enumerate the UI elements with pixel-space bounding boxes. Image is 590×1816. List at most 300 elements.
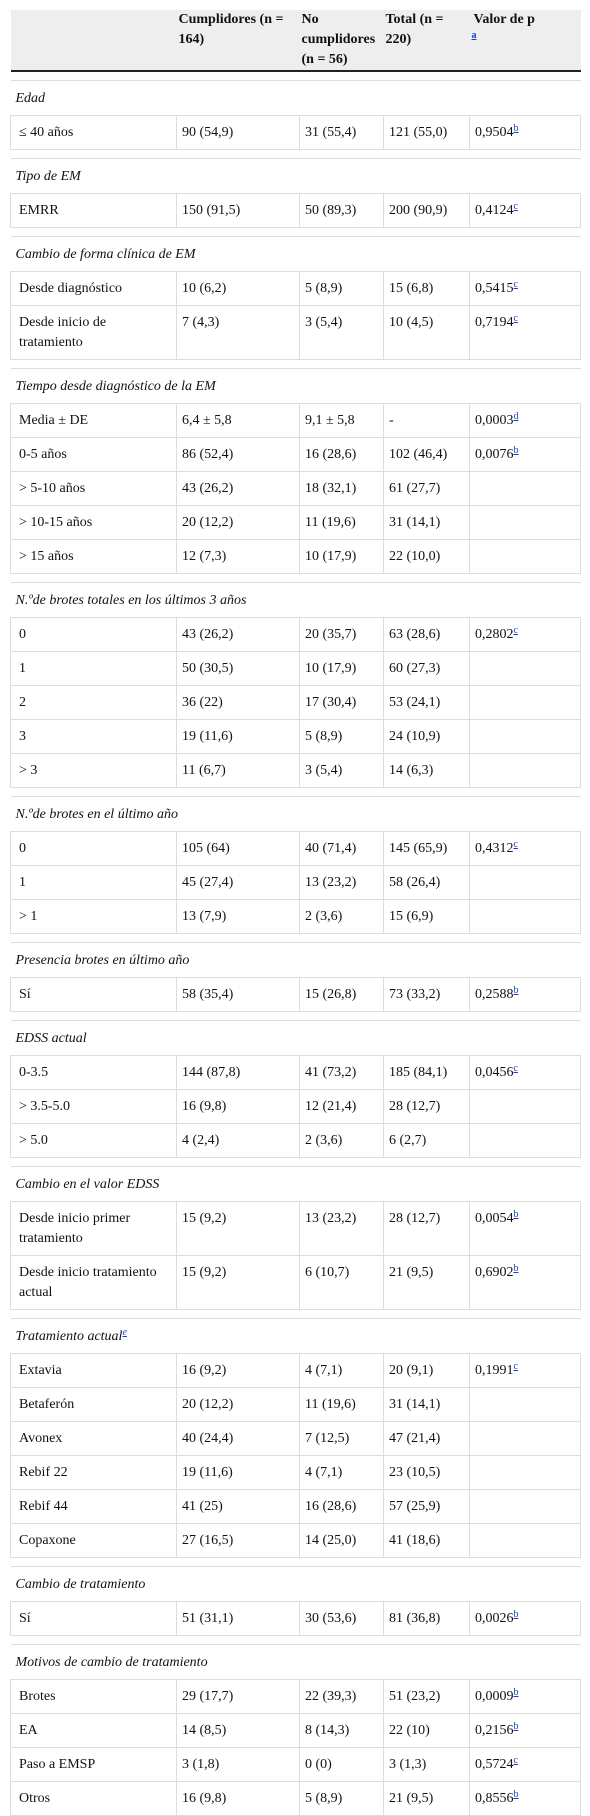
table-row	[11, 116, 581, 150]
table-row	[11, 832, 581, 866]
table-row	[11, 438, 581, 472]
cell-cumplidores: 86 (52,4)	[177, 438, 300, 472]
section-header-row	[11, 81, 581, 116]
footnote-link[interactable]: c	[513, 1361, 518, 1372]
cell-no-cumplidores: 17 (30,4)	[300, 686, 384, 720]
cell-cumplidores: 45 (27,4)	[177, 866, 300, 900]
cell-no-cumplidores: 20 (35,7)	[300, 618, 384, 652]
cell-no-cumplidores: 15 (26,8)	[300, 978, 384, 1012]
table-row	[11, 1748, 581, 1782]
cell-no-cumplidores: 13 (23,2)	[300, 866, 384, 900]
cell-total: 20 (9,1)	[384, 1354, 470, 1388]
cell-total: -	[384, 404, 470, 438]
cell-p-value	[470, 272, 581, 306]
table-row	[11, 272, 581, 306]
spacer-cell	[11, 1636, 581, 1645]
footnote-link[interactable]: b	[513, 1263, 519, 1274]
cell-total: 3 (1,3)	[384, 1748, 470, 1782]
cell-total: 200 (90,9)	[384, 194, 470, 228]
cell-p-value	[470, 720, 581, 754]
section-title	[11, 1645, 581, 1680]
row-label: > 3	[11, 754, 177, 788]
cell-no-cumplidores: 7 (12,5)	[300, 1422, 384, 1456]
header-total: Total (n = 220)	[384, 10, 470, 71]
cell-cumplidores: 40 (24,4)	[177, 1422, 300, 1456]
cell-cumplidores: 6,4 ± 5,8	[177, 404, 300, 438]
header-cumplidores: Cumplidores (n = 164)	[177, 10, 300, 71]
cell-p-value	[470, 1056, 581, 1090]
row-label: 1	[11, 866, 177, 900]
section-title	[11, 583, 581, 618]
footnote-link[interactable]: c	[513, 839, 518, 850]
footnote-link[interactable]: b	[513, 123, 519, 134]
cell-no-cumplidores: 10 (17,9)	[300, 652, 384, 686]
cell-no-cumplidores: 12 (21,4)	[300, 1090, 384, 1124]
row-label: 1	[11, 652, 177, 686]
cell-p-value	[470, 438, 581, 472]
cell-no-cumplidores: 5 (8,9)	[300, 272, 384, 306]
row-label: 0-5 años	[11, 438, 177, 472]
section-header-row	[11, 369, 581, 404]
cell-cumplidores: 36 (22)	[177, 686, 300, 720]
section-header-row	[11, 943, 581, 978]
section-spacer	[11, 1012, 581, 1021]
cell-p-value	[470, 540, 581, 574]
cell-total: 121 (55,0)	[384, 116, 470, 150]
p-value-text: 0,1991	[475, 1363, 514, 1378]
section-title-text: Tratamiento actual	[15, 1329, 123, 1344]
cell-no-cumplidores: 18 (32,1)	[300, 472, 384, 506]
section-title	[11, 943, 581, 978]
section-title-text: Cambio en el valor EDSS	[15, 1177, 160, 1192]
footnote-link[interactable]: b	[513, 1209, 519, 1220]
cell-cumplidores: 51 (31,1)	[177, 1602, 300, 1636]
cell-cumplidores: 7 (4,3)	[177, 306, 300, 360]
section-title	[11, 797, 581, 832]
p-value-text: 0,5724	[475, 1757, 514, 1772]
cell-total: 58 (26,4)	[384, 866, 470, 900]
section-header-row	[11, 1567, 581, 1602]
section-title	[11, 1319, 581, 1354]
section-title-text: Cambio de forma clínica de EM	[15, 247, 196, 262]
cell-p-value	[470, 1354, 581, 1388]
table-row	[11, 1524, 581, 1558]
row-label: 3	[11, 720, 177, 754]
table-row	[11, 1422, 581, 1456]
table-row	[11, 1090, 581, 1124]
cell-total: 14 (6,3)	[384, 754, 470, 788]
cell-p-value	[470, 1680, 581, 1714]
cell-p-value	[470, 306, 581, 360]
p-value-text: 0,9504	[475, 125, 514, 140]
cell-cumplidores: 3 (1,8)	[177, 1748, 300, 1782]
row-label: 0	[11, 832, 177, 866]
cell-p-value	[470, 1124, 581, 1158]
cell-no-cumplidores: 50 (89,3)	[300, 194, 384, 228]
section-title-text: Edad	[15, 91, 46, 106]
cell-p-value	[470, 1456, 581, 1490]
cell-total: 23 (10,5)	[384, 1456, 470, 1490]
header-no-cumplidores: No cumplidores (n = 56)	[300, 10, 384, 71]
cell-total: 61 (27,7)	[384, 472, 470, 506]
cell-total: 145 (65,9)	[384, 832, 470, 866]
cell-no-cumplidores: 9,1 ± 5,8	[300, 404, 384, 438]
row-label: Desde diagnóstico	[11, 272, 177, 306]
cell-cumplidores: 15 (9,2)	[177, 1256, 300, 1310]
cell-total: 51 (23,2)	[384, 1680, 470, 1714]
table-row	[11, 1256, 581, 1310]
cell-cumplidores: 43 (26,2)	[177, 618, 300, 652]
cell-total: 10 (4,5)	[384, 306, 470, 360]
cell-p-value	[470, 1090, 581, 1124]
cell-total: 185 (84,1)	[384, 1056, 470, 1090]
cell-no-cumplidores: 10 (17,9)	[300, 540, 384, 574]
footnote-link[interactable]: b	[513, 985, 519, 996]
cell-p-value	[470, 506, 581, 540]
table-row	[11, 1602, 581, 1636]
row-label: Desde inicio primer tratamiento	[11, 1202, 177, 1256]
cell-total: 28 (12,7)	[384, 1202, 470, 1256]
table-row	[11, 404, 581, 438]
cell-cumplidores: 13 (7,9)	[177, 900, 300, 934]
p-value-text: 0,4124	[475, 203, 514, 218]
section-title	[11, 237, 581, 272]
footnote-link[interactable]: c	[513, 201, 518, 212]
row-label: Brotes	[11, 1680, 177, 1714]
cell-no-cumplidores: 2 (3,6)	[300, 1124, 384, 1158]
cell-cumplidores: 27 (16,5)	[177, 1524, 300, 1558]
cell-total: 15 (6,9)	[384, 900, 470, 934]
cell-cumplidores: 4 (2,4)	[177, 1124, 300, 1158]
cell-total: 41 (18,6)	[384, 1524, 470, 1558]
row-label: Otros	[11, 1782, 177, 1816]
cell-no-cumplidores: 16 (28,6)	[300, 1490, 384, 1524]
cell-cumplidores: 20 (12,2)	[177, 1388, 300, 1422]
row-label: Sí	[11, 978, 177, 1012]
section-header-row	[11, 1167, 581, 1202]
section-header-row	[11, 583, 581, 618]
footnote-link[interactable]: d	[513, 411, 519, 422]
footnote-link[interactable]: c	[513, 313, 518, 324]
table-header	[11, 10, 581, 71]
section-spacer	[11, 1310, 581, 1319]
cell-no-cumplidores: 4 (7,1)	[300, 1456, 384, 1490]
cell-p-value	[470, 900, 581, 934]
table-row	[11, 472, 581, 506]
cell-p-value	[470, 754, 581, 788]
section-title	[11, 81, 581, 116]
row-label: EA	[11, 1714, 177, 1748]
cell-total: 28 (12,7)	[384, 1090, 470, 1124]
footnote-link[interactable]: b	[513, 445, 519, 456]
results-table	[10, 10, 581, 1816]
cell-no-cumplidores: 41 (73,2)	[300, 1056, 384, 1090]
table-row	[11, 1124, 581, 1158]
cell-cumplidores: 20 (12,2)	[177, 506, 300, 540]
cell-no-cumplidores: 11 (19,6)	[300, 1388, 384, 1422]
table-row	[11, 686, 581, 720]
footnote-link[interactable]: c	[513, 279, 518, 290]
cell-total: 6 (2,7)	[384, 1124, 470, 1158]
p-value-text: 0,0003	[475, 413, 514, 428]
table-row	[11, 720, 581, 754]
spacer-cell	[11, 1558, 581, 1567]
cell-cumplidores: 19 (11,6)	[177, 1456, 300, 1490]
cell-p-value	[470, 1714, 581, 1748]
cell-no-cumplidores: 5 (8,9)	[300, 720, 384, 754]
p-value-text: 0,2588	[475, 987, 514, 1002]
cell-cumplidores: 144 (87,8)	[177, 1056, 300, 1090]
row-label: Copaxone	[11, 1524, 177, 1558]
p-value-text: 0,0009	[475, 1689, 514, 1704]
cell-no-cumplidores: 4 (7,1)	[300, 1354, 384, 1388]
row-label: > 3.5-5.0	[11, 1090, 177, 1124]
cell-total: 73 (33,2)	[384, 978, 470, 1012]
row-label: EMRR	[11, 194, 177, 228]
cell-no-cumplidores: 0 (0)	[300, 1748, 384, 1782]
cell-no-cumplidores: 14 (25,0)	[300, 1524, 384, 1558]
table-row	[11, 866, 581, 900]
row-label: Rebif 22	[11, 1456, 177, 1490]
cell-no-cumplidores: 16 (28,6)	[300, 438, 384, 472]
cell-cumplidores: 11 (6,7)	[177, 754, 300, 788]
cell-no-cumplidores: 30 (53,6)	[300, 1602, 384, 1636]
cell-total: 63 (28,6)	[384, 618, 470, 652]
section-spacer	[11, 574, 581, 583]
cell-total: 47 (21,4)	[384, 1422, 470, 1456]
section-header-row	[11, 237, 581, 272]
cell-no-cumplidores: 2 (3,6)	[300, 900, 384, 934]
table-row	[11, 900, 581, 934]
p-value-text: 0,5415	[475, 281, 514, 296]
row-label: > 10-15 años	[11, 506, 177, 540]
cell-cumplidores: 19 (11,6)	[177, 720, 300, 754]
spacer-cell	[11, 574, 581, 583]
section-title-text: EDSS actual	[15, 1031, 87, 1046]
table-row	[11, 1056, 581, 1090]
cell-p-value	[470, 978, 581, 1012]
cell-cumplidores: 10 (6,2)	[177, 272, 300, 306]
row-label: Extavia	[11, 1354, 177, 1388]
cell-cumplidores: 14 (8,5)	[177, 1714, 300, 1748]
section-title	[11, 369, 581, 404]
cell-total: 21 (9,5)	[384, 1782, 470, 1816]
cell-no-cumplidores: 3 (5,4)	[300, 754, 384, 788]
p-value-text: 0,4312	[475, 841, 514, 856]
section-spacer	[11, 71, 581, 81]
table-row	[11, 194, 581, 228]
table-row	[11, 1714, 581, 1748]
row-label: Betaferón	[11, 1388, 177, 1422]
cell-p-value	[470, 1748, 581, 1782]
cell-no-cumplidores: 6 (10,7)	[300, 1256, 384, 1310]
spacer-cell	[11, 228, 581, 237]
cell-cumplidores: 50 (30,5)	[177, 652, 300, 686]
row-label: ≤ 40 años	[11, 116, 177, 150]
cell-total: 15 (6,8)	[384, 272, 470, 306]
cell-no-cumplidores: 40 (71,4)	[300, 832, 384, 866]
row-label: > 5-10 años	[11, 472, 177, 506]
table-row	[11, 754, 581, 788]
cell-total: 22 (10,0)	[384, 540, 470, 574]
cell-p-value	[470, 618, 581, 652]
section-spacer	[11, 360, 581, 369]
spacer-cell	[11, 1158, 581, 1167]
row-label: Paso a EMSP	[11, 1748, 177, 1782]
cell-cumplidores: 16 (9,2)	[177, 1354, 300, 1388]
p-value-text: 0,0054	[475, 1211, 514, 1226]
spacer-cell	[11, 71, 581, 81]
section-header-row	[11, 797, 581, 832]
row-label: 2	[11, 686, 177, 720]
cell-p-value	[470, 404, 581, 438]
section-header-row	[11, 1645, 581, 1680]
cell-p-value	[470, 116, 581, 150]
table-row	[11, 306, 581, 360]
table-row	[11, 652, 581, 686]
row-label: > 5.0	[11, 1124, 177, 1158]
cell-p-value	[470, 1782, 581, 1816]
row-label: Media ± DE	[11, 404, 177, 438]
table-row	[11, 1456, 581, 1490]
spacer-cell	[11, 934, 581, 943]
cell-no-cumplidores: 13 (23,2)	[300, 1202, 384, 1256]
cell-p-value	[470, 1524, 581, 1558]
row-label: Sí	[11, 1602, 177, 1636]
cell-p-value	[470, 1388, 581, 1422]
section-title-text: Cambio de tratamiento	[15, 1577, 146, 1592]
section-header-row	[11, 159, 581, 194]
cell-p-value	[470, 686, 581, 720]
cell-cumplidores: 105 (64)	[177, 832, 300, 866]
section-title-text: N.ºde brotes totales en los últimos 3 años	[15, 593, 247, 608]
cell-cumplidores: 41 (25)	[177, 1490, 300, 1524]
cell-p-value	[470, 832, 581, 866]
cell-p-value	[470, 1602, 581, 1636]
table-row	[11, 978, 581, 1012]
row-label: 0-3.5	[11, 1056, 177, 1090]
cell-cumplidores: 58 (35,4)	[177, 978, 300, 1012]
section-spacer	[11, 150, 581, 159]
cell-total: 102 (46,4)	[384, 438, 470, 472]
cell-no-cumplidores: 22 (39,3)	[300, 1680, 384, 1714]
footnote-link[interactable]: e	[122, 1327, 127, 1338]
row-label: Desde inicio de tratamiento	[11, 306, 177, 360]
p-value-text: 0,8556	[475, 1791, 514, 1806]
cell-total: 60 (27,3)	[384, 652, 470, 686]
footnote-link[interactable]: c	[513, 625, 518, 636]
table-body	[11, 71, 581, 1816]
cell-no-cumplidores: 11 (19,6)	[300, 506, 384, 540]
cell-total: 22 (10)	[384, 1714, 470, 1748]
footnote-link[interactable]: c	[513, 1063, 518, 1074]
section-title-text: Motivos de cambio de tratamiento	[15, 1655, 208, 1670]
footnote-link[interactable]: b	[513, 1789, 519, 1800]
cell-no-cumplidores: 8 (14,3)	[300, 1714, 384, 1748]
p-value-text: 0,6902	[475, 1265, 514, 1280]
table-row	[11, 1490, 581, 1524]
cell-p-value	[470, 1202, 581, 1256]
footnote-link[interactable]: a	[471, 30, 477, 41]
spacer-cell	[11, 1310, 581, 1319]
cell-p-value	[470, 194, 581, 228]
row-label: 0	[11, 618, 177, 652]
cell-total: 53 (24,1)	[384, 686, 470, 720]
cell-p-value	[470, 866, 581, 900]
section-title	[11, 159, 581, 194]
cell-total: 81 (36,8)	[384, 1602, 470, 1636]
p-value-text: 0,2802	[475, 627, 514, 642]
spacer-cell	[11, 360, 581, 369]
section-header-row	[11, 1319, 581, 1354]
spacer-cell	[11, 150, 581, 159]
p-value-text: 0,7194	[475, 315, 514, 330]
row-label: Rebif 44	[11, 1490, 177, 1524]
section-title-text: N.ºde brotes en el último año	[15, 807, 178, 822]
cell-total: 21 (9,5)	[384, 1256, 470, 1310]
footnote-link[interactable]: b	[513, 1721, 519, 1732]
table-row	[11, 540, 581, 574]
row-label: > 15 años	[11, 540, 177, 574]
cell-total: 57 (25,9)	[384, 1490, 470, 1524]
cell-no-cumplidores: 31 (55,4)	[300, 116, 384, 150]
p-value-text: 0,0456	[475, 1065, 514, 1080]
spacer-cell	[11, 788, 581, 797]
section-title	[11, 1021, 581, 1056]
row-label: Desde inicio tratamiento actual	[11, 1256, 177, 1310]
cell-cumplidores: 16 (9,8)	[177, 1090, 300, 1124]
header-p-value: Valor de p $^a$	[470, 10, 581, 71]
section-title	[11, 1567, 581, 1602]
table-row	[11, 1202, 581, 1256]
p-value-text: 0,2156	[475, 1723, 514, 1738]
section-spacer	[11, 1558, 581, 1567]
cell-cumplidores: 29 (17,7)	[177, 1680, 300, 1714]
p-value-text: 0,0026	[475, 1611, 514, 1626]
header-empty	[11, 10, 177, 71]
row-label: Avonex	[11, 1422, 177, 1456]
cell-total: 31 (14,1)	[384, 1388, 470, 1422]
section-header-row	[11, 1021, 581, 1056]
table-row	[11, 1680, 581, 1714]
section-spacer	[11, 788, 581, 797]
row-label: > 1	[11, 900, 177, 934]
cell-total: 24 (10,9)	[384, 720, 470, 754]
section-spacer	[11, 934, 581, 943]
footnote-link[interactable]: c	[513, 1755, 518, 1766]
section-title	[11, 1167, 581, 1202]
cell-total: 31 (14,1)	[384, 506, 470, 540]
table-row	[11, 1782, 581, 1816]
cell-p-value	[470, 652, 581, 686]
cell-cumplidores: 12 (7,3)	[177, 540, 300, 574]
cell-cumplidores: 90 (54,9)	[177, 116, 300, 150]
cell-p-value	[470, 1422, 581, 1456]
section-title-text: Presencia brotes en último año	[15, 953, 190, 968]
spacer-cell	[11, 1012, 581, 1021]
cell-p-value	[470, 1490, 581, 1524]
section-title-text: Tiempo desde diagnóstico de la EM	[15, 379, 216, 394]
footnote-link[interactable]: b	[513, 1687, 519, 1698]
table-row	[11, 506, 581, 540]
footnote-link[interactable]: b	[513, 1609, 519, 1620]
p-value-text: 0,0076	[475, 447, 514, 462]
cell-cumplidores: 43 (26,2)	[177, 472, 300, 506]
cell-cumplidores: 150 (91,5)	[177, 194, 300, 228]
table-row	[11, 618, 581, 652]
section-title-text: Tipo de EM	[15, 169, 81, 184]
cell-p-value	[470, 472, 581, 506]
